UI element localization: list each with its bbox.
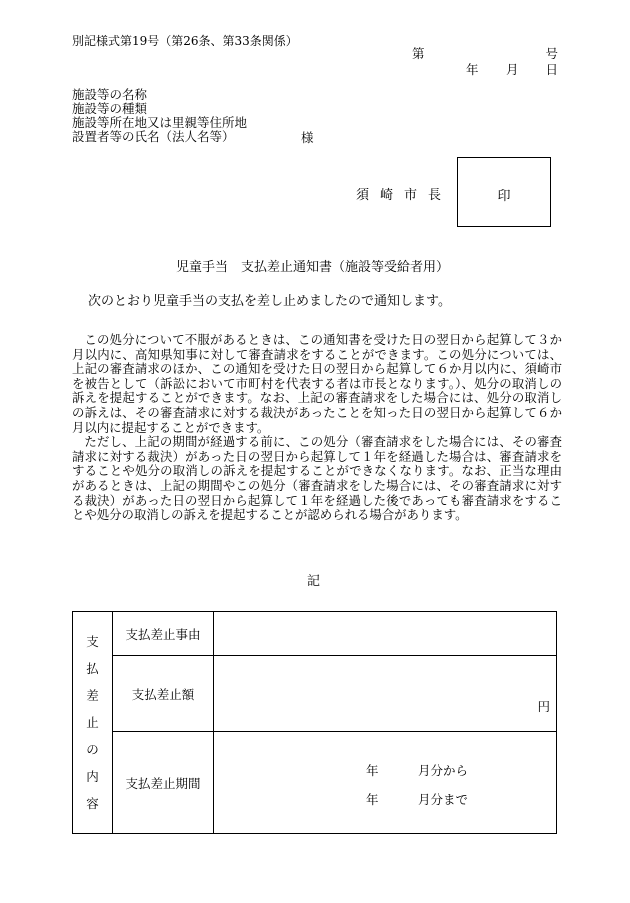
- reason-label: 支払差止事由: [113, 612, 214, 656]
- vertical-char: の: [86, 742, 99, 757]
- ki-heading: 記: [307, 574, 321, 589]
- doc-number-suffix: 号: [545, 46, 558, 61]
- recipient-facility-type: 施設等の種類: [72, 101, 148, 116]
- recipient-facility-name: 施設等の名称: [72, 87, 148, 102]
- notice-paragraph: ただし、上記の期間が経過する前に、この処分（審査請求をした場合には、その審査請求に対する裁決）があった日の翌日から起算して１年を経過した場合は、審査請求をすることや処分の取消しの訴えを提起することができなくなります。なお、正当な理由があるときは、上記の期間やこの処分（審査請求をした場合には、その審査請求に対する裁決）があった日の翌日から起算して１年を経過した後であっても審査請求をすることや処分の取消しの訴えを提起することが認められる場合があります。: [72, 434, 562, 523]
- reason-value: [214, 612, 557, 656]
- issuer-mayor: 須崎市長: [356, 188, 453, 203]
- recipient-owner-name: 設置者等の氏名（法人名等）: [72, 129, 235, 144]
- appeal-notice: [72, 333, 562, 523]
- detail-table: [72, 611, 557, 834]
- vertical-char: 止: [86, 715, 99, 730]
- period-from-year: 年: [366, 763, 379, 778]
- vertical-char: 払: [86, 661, 99, 676]
- vertical-char: 内: [86, 769, 99, 784]
- seal-mark: 印: [497, 189, 511, 204]
- recipient-address: 施設等所在地又は里親等住所地: [72, 115, 248, 130]
- form-number: 別記様式第19号（第26条、第33条関係）: [72, 34, 298, 48]
- document-title: 児童手当 支払差止通知書（施設等受給者用）: [176, 260, 450, 275]
- vertical-char: 支: [86, 634, 99, 649]
- date-day: 日: [545, 62, 558, 77]
- period-value: [214, 732, 557, 834]
- notice-paragraph: この処分について不服があるときは、この通知書を受けた日の翌日から起算して３か月以内に、高知県知事に対して審査請求をすることができます。この処分については、上記の審査請求のほか、この通知を受けた日の翌日から起算して６か月以内に、須崎市を被告として（訴訟において市町村を代表する者は市長となります。）、処分の取消しの訴えを提起することができます。なお、上記の審査請求をした場合には、処分の取消しの訴えは、その審査請求に対する裁決があったことを知った日の翌日から起算して６か月以内に提起することができます。: [72, 332, 562, 435]
- date-year: 年: [466, 62, 479, 77]
- amount-unit: 円: [537, 699, 550, 714]
- period-label: 支払差止期間: [113, 732, 214, 834]
- vertical-char: 容: [86, 796, 99, 811]
- vertical-char: 差: [86, 688, 99, 703]
- period-from-text: 月分から: [418, 763, 469, 778]
- period-to-year: 年: [366, 792, 379, 807]
- amount-label: 支払差止額: [113, 656, 214, 732]
- recipient-honorific: 様: [301, 130, 314, 145]
- vertical-label-cell: [73, 612, 113, 834]
- date-month: 月: [506, 62, 519, 77]
- recipient-block: [72, 88, 247, 144]
- seal-box: [457, 157, 551, 227]
- period-to-text: 月分まで: [418, 792, 469, 807]
- lead-sentence: 次のとおり児童手当の支払を差し止めましたので通知します。: [88, 294, 451, 309]
- doc-number-prefix: 第: [412, 46, 425, 61]
- amount-value: [214, 656, 557, 732]
